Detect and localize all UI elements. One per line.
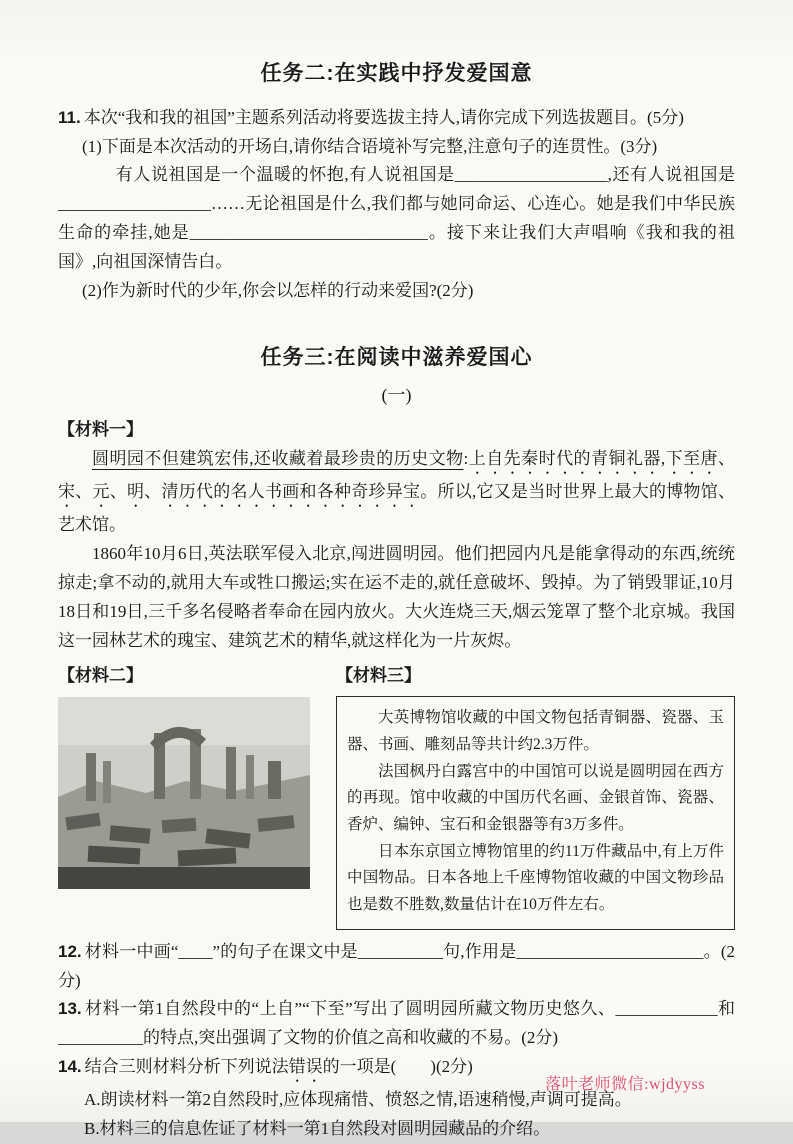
material3-paragraph-3: 日本东京国立博物馆里的约11万件藏品中,有上万件中国物品。日本各地上千座博物馆收藏的中国文物珍品也是数不胜数,数量估计在10万件左右。 [347, 842, 724, 914]
question-13 [58, 995, 735, 1053]
question-11-number: 11. [58, 107, 81, 127]
material3-label: 【材料三】 [336, 665, 421, 685]
material1-paragraph-2: 1860年10月6日,英法联军侵入北京,闯进圆明园。他们把园内凡是能拿得动的东西,统统掠走;拿不动的,就用大车或牲口搬运;实在运不走的,就任意破坏、毁掉。为了销毁罪证,10月18日和19日,三千多名侵略者奉命在园内放火。大火连烧三天,烟云笼罩了整个北京城。我国这一园林艺术的瑰宝、建筑艺术的精华,就这样化为一片灰烬。 [58, 543, 735, 650]
question-12 [58, 938, 735, 996]
dot-emphasized-phrase: 上自先秦时代的青铜礼器,下至唐、宋、元、明、清历代的名人书画和各种奇珍异宝。 [58, 449, 736, 502]
task3-title: 任务三:在阅读中滋养爱国心 [260, 345, 533, 369]
material3-paragraph-2: 法国枫丹白露宫中的中国馆可以说是圆明园在西方的再现。馆中收藏的中国历代名画、金银首饰、瓷器、香炉、编钟、宝石和金银器等有3万多件。 [347, 762, 724, 834]
colon: : [463, 449, 469, 469]
question-12-text: 材料一中画“____”的句子在课文中是__________句,作用是______________________。(2分) [58, 941, 735, 990]
question-12-number: 12. [58, 941, 82, 961]
question-14-number: 14. [58, 1057, 82, 1077]
teacher-wechat-watermark: 落叶老师微信:wjdyyss [545, 1075, 705, 1093]
paragraph-1-rest: 所以,它又是当时世界上最大的博物馆、艺术馆。 [58, 482, 735, 535]
material2-label: 【材料二】 [58, 665, 143, 685]
question-11-sub2: (2)作为新时代的少年,你会以怎样的行动来爱国?(2分) [82, 281, 474, 301]
material3-text-box [336, 696, 735, 929]
question-14-emphasized-word: 错误 [288, 1057, 323, 1077]
question-14-option-b: B.材料三的信息佐证了材料一第1自然段对圆明园藏品的介绍。 [84, 1119, 551, 1139]
question-14-option-a: A.朗读材料一第2自然段时,应体现痛惜、愤怒之情,语速稍慢,声调可提高。 [84, 1090, 632, 1110]
question-11-sub1: (1)下面是本次活动的开场白,请你结合语境补写完整,注意句子的连贯性。(3分) [82, 136, 658, 156]
material2-column [58, 660, 316, 890]
question-13-number: 13. [58, 999, 82, 1019]
question-11-fill-in-passage: 有人说祖国是一个温暖的怀抱,有人说祖国是__________________,还有人说祖国是__________________……无论祖国是什么,我们都与她同命运、心连心。她是我们中华民族生命的牵挂,她是____________________________。接下来让我们大声唱响《我和我的祖国》,向祖国深情告白。 [58, 165, 735, 272]
material1-paragraph-1 [58, 445, 735, 540]
materials-two-column-row [58, 660, 735, 930]
question-11-text: 本次“我和我的祖国”主题系列活动将要选拔主持人,请你完成下列选拔题目。(5分) [83, 107, 684, 127]
yuanmingyuan-ruins-photo [58, 697, 310, 889]
question-11 [58, 104, 735, 133]
underlined-sentence: 圆明园不但建筑宏伟,还收藏着最珍贵的历史文物 [92, 449, 464, 469]
material3-column [336, 660, 735, 930]
task3-part-number: (一) [381, 384, 412, 405]
question-13-text: 材料一第1自然段中的“上自”“下至”写出了圆明园所藏文物历史悠久、____________和__________的特点,突出强调了文物的价值之高和收藏的不易。(2分) [58, 999, 735, 1048]
material3-paragraph-1: 大英博物馆收藏的中国文物包括青铜器、瓷器、玉器、书画、雕刻品等共计约2.3万件。 [347, 709, 724, 754]
question-14-text-post: 的一项是( )(2分) [322, 1057, 473, 1077]
task2-title: 任务二:在实践中抒发爱国意 [260, 62, 533, 85]
material1-label: 【材料一】 [58, 420, 143, 440]
question-14-text-pre: 结合三则材料分析下列说法 [84, 1057, 289, 1077]
